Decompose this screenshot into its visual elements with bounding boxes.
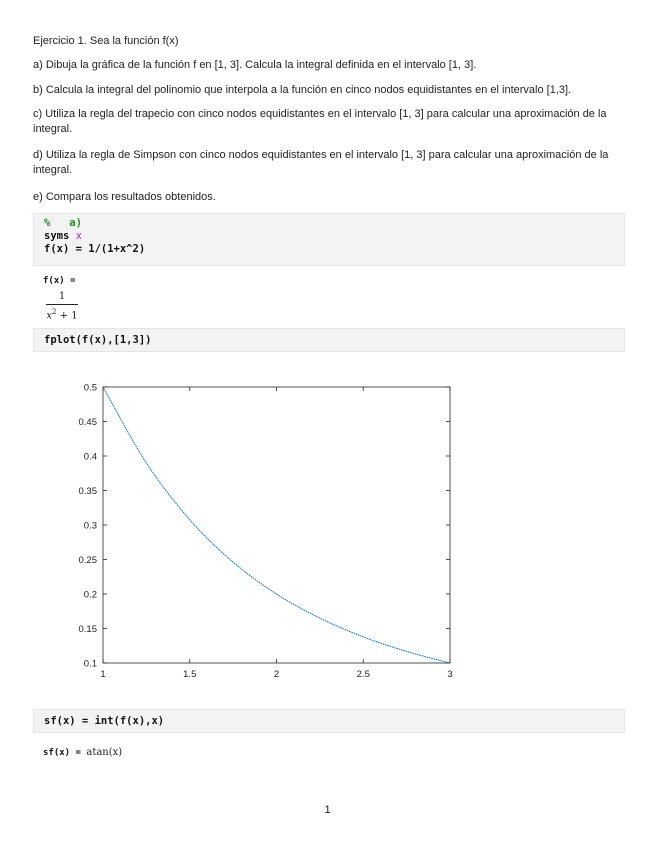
output-f-label: f(x) = [43,276,76,286]
y-tick-label: 0.15 [78,624,97,635]
x-tick-label: 2 [273,669,280,680]
page-number: 1 [324,804,331,816]
output-sf [43,747,122,758]
exercise-part-d: d) Utiliza la regla de Simpson con cinco nodos equidistantes en el intervalo [1, 3] para calcular una aproximación de la integral. [33,149,609,176]
code-syms-keyword: syms [44,230,76,242]
code-block-fplot[interactable] [33,328,625,352]
function-plot [60,375,480,685]
y-tick-label: 0.25 [78,555,97,566]
y-tick-label: 0.5 [83,382,97,394]
exercise-part-e: e) Compara los resultados obtenidos. [33,191,216,203]
code-comment: % a) [44,217,82,229]
x-tick-label: 1 [100,669,106,680]
denominator-base: x [46,310,53,322]
code-syms-line [44,230,614,243]
code-block-int[interactable] [33,709,625,733]
y-tick-label: 0.4 [83,451,97,463]
code-block-syms[interactable] [33,213,625,266]
exercise-part-a: a) Dibuja la gráfica de la función f en [1, 3]. Calcula la integral definida en el intervalo [1, 3]. [33,59,477,71]
code-int-line: sf(x) = int(f(x),x) [44,715,165,727]
y-tick-label: 0.35 [78,486,97,497]
output-sf-label: sf(x) = [43,748,81,758]
y-tick-label: 0.2 [83,589,97,601]
x-tick-label: 2.5 [356,669,370,680]
output-f-fraction [46,291,78,322]
exercise-part-c: c) Utiliza la regla del trapecio con cinco nodos equidistantes en el intervalo [1, 3] para calcular una aproximación de la integral. [33,108,607,135]
plot-ticks [79,383,453,681]
exercise-part-b: b) Calcula la integral del polinomio que interpola a la función en cinco nodos equidistantes en el intervalo [1,3]. [33,84,572,96]
y-tick-label: 0.3 [83,520,97,532]
fraction-denominator [46,306,78,322]
function-curve [103,387,450,663]
x-tick-label: 3 [447,669,453,680]
plot-axes [103,387,450,663]
y-tick-label: 0.1 [83,658,97,670]
x-tick-label: 1.5 [183,669,197,680]
output-sf-value: atan(x) [86,747,123,758]
code-fplot-line: fplot(f(x),[1,3]) [44,334,152,346]
y-tick-label: 0.45 [78,417,97,428]
fraction-numerator: 1 [58,291,66,302]
code-function-def: f(x) = 1/(1+x^2) [44,243,146,255]
fraction-bar [46,304,78,305]
denominator-rest: + 1 [56,310,78,322]
denominator-exponent: 2 [52,308,57,316]
plot-frame [103,387,450,663]
code-syms-variable: x [75,230,82,242]
exercise-title: Ejercicio 1. Sea la función f(x) [33,35,179,47]
